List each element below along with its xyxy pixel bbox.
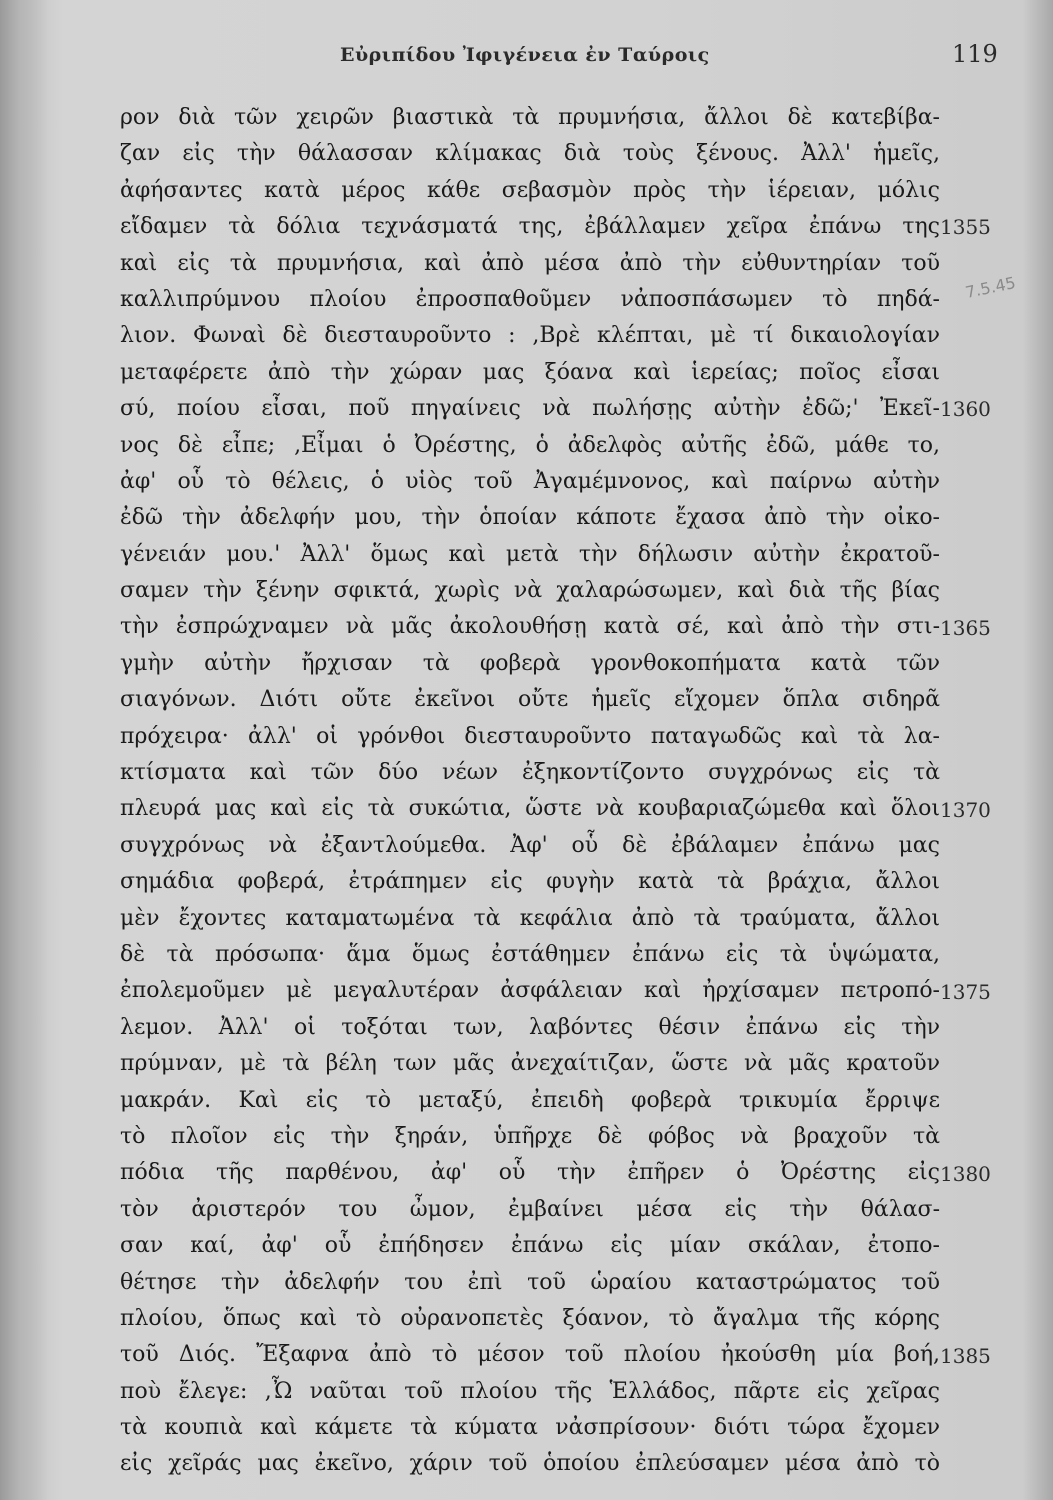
page-number: 119 xyxy=(952,40,998,68)
text-line: γμὴν αὐτὴν ἤρχισαν τὰ φοβερὰ γρονθοκοπήματα κατὰ τῶν xyxy=(120,650,940,676)
text-line: πρόχειρα· ἀλλ' οἱ γρόνθοι διεσταυροῦντο παταγωδῶς καὶ τὰ λα- xyxy=(120,723,940,749)
text-line: σημάδια φοβερά, ἐτράπημεν εἰς φυγὴν κατὰ τὰ βράχια, ἄλλοι xyxy=(120,869,940,895)
verse-number: 1360 xyxy=(940,397,991,422)
verse-number: 1385 xyxy=(940,1343,991,1368)
running-title: Εὐριπίδου Ἰφιγένεια ἐν Ταύροις xyxy=(340,44,710,66)
page-edge-shadow xyxy=(1023,0,1053,1500)
verse-number: 1370 xyxy=(940,797,991,822)
text-line: πόδια τῆς παρθένου, ἀφ' οὗ τὴν ἐπῆρεν ὁ Ὀρέστης εἰς xyxy=(120,1160,940,1186)
text-line: ἐπολεμοῦμεν μὲ μεγαλυτέραν ἀσφάλειαν καὶ ἠρχίσαμεν πετροπό- xyxy=(120,978,940,1004)
text-line: σαμεν τὴν ξένην σφικτά, χωρὶς νὰ χαλαρώσωμεν, καὶ διὰ τῆς βίας xyxy=(120,578,940,604)
text-line: σαν καί, ἀφ' οὗ ἐπήδησεν ἐπάνω εἰς μίαν σκάλαν, ἐτοπο- xyxy=(120,1233,940,1259)
text-line: μὲν ἔχοντες καταματωμένα τὰ κεφάλια ἀπὸ τὰ τραύματα, ἄλλοι xyxy=(120,905,940,931)
text-line: συγχρόνως νὰ ἐξαντλούμεθα. Ἀφ' οὗ δὲ ἐβάλαμεν ἐπάνω μας xyxy=(120,832,940,858)
text-line: ζαν εἰς τὴν θάλασσαν κλίμακας διὰ τοὺς ξένους. Ἀλλ' ἡμεῖς, xyxy=(120,141,940,167)
text-line: ἐδῶ τὴν ἀδελφήν μου, τὴν ὁποίαν κάποτε ἔχασα ἀπὸ τὴν οἰκο- xyxy=(120,505,940,531)
text-line: νος δὲ εἶπε; ,Εἶμαι ὁ Ὀρέστης, ὁ ἀδελφὸς αὐτῆς ἐδῶ, μάθε το, xyxy=(120,432,940,458)
text-line: σιαγόνων. Διότι οὔτε ἐκεῖνοι οὔτε ἡμεῖς εἴχομεν ὅπλα σιδηρᾶ xyxy=(120,687,940,713)
text-line: τὸ πλοῖον εἰς τὴν ξηράν, ὑπῆρχε δὲ φόβος νὰ βραχοῦν τὰ xyxy=(120,1123,940,1149)
verse-number: 1355 xyxy=(940,215,991,240)
text-line: γένειάν μου.' Ἀλλ' ὅμως καὶ μετὰ τὴν δήλωσιν αὐτὴν ἐκρατοῦ- xyxy=(120,541,940,567)
text-line: πρύμναν, μὲ τὰ βέλη των μᾶς ἀνεχαίτιζαν, ὥστε νὰ μᾶς κρατοῦν xyxy=(120,1051,940,1077)
text-line: σύ, ποίου εἶσαι, ποῦ πηγαίνεις νὰ πωλήσῃς αὐτὴν ἐδῶ;' Ἐκεῖ- xyxy=(120,396,940,422)
pencil-margin-note: 7.5.45 xyxy=(963,272,1018,303)
text-line: θέτησε τὴν ἀδελφήν του ἐπὶ τοῦ ὡραίου καταστρώματος τοῦ xyxy=(120,1269,940,1295)
body-text xyxy=(120,100,940,1483)
text-line: τοῦ Διός. Ἔξαφνα ἀπὸ τὸ μέσον τοῦ πλοίου ἠκούσθη μία βοή, xyxy=(120,1342,940,1368)
text-line: καὶ εἰς τὰ πρυμνήσια, καὶ ἀπὸ μέσα ἀπὸ τὴν εὐθυντηρίαν τοῦ xyxy=(120,250,940,276)
text-line: ἀφήσαντες κατὰ μέρος κάθε σεβασμὸν πρὸς τὴν ἱέρειαν, μόλις xyxy=(120,177,940,203)
verse-number: 1375 xyxy=(940,979,991,1004)
text-line: εἴδαμεν τὰ δόλια τεχνάσματά της, ἐβάλλαμεν χεῖρα ἐπάνω της xyxy=(120,214,940,240)
text-line: καλλιπρύμνου πλοίου ἐπροσπαθοῦμεν νἀποσπάσωμεν τὸ πηδά- xyxy=(120,286,940,312)
text-line: ρον διὰ τῶν χειρῶν βιαστικὰ τὰ πρυμνήσια, ἄλλοι δὲ κατεβίβα- xyxy=(120,105,940,130)
text-line: ἀφ' οὗ τὸ θέλεις, ὁ υἱὸς τοῦ Ἀγαμέμνονος, καὶ παίρνω αὐτὴν xyxy=(120,468,940,494)
page-gutter-shadow xyxy=(0,0,48,1500)
text-line: δὲ τὰ πρόσωπα· ἅμα ὅμως ἐστάθημεν ἐπάνω εἰς τὰ ὑψώματα, xyxy=(120,941,940,967)
verse-number: 1380 xyxy=(940,1161,991,1186)
text-line: λιον. Φωναὶ δὲ διεσταυροῦντο : ,Βρὲ κλέπται, μὲ τί δικαιολογίαν xyxy=(120,323,940,349)
text-line: πλοίου, ὅπως καὶ τὸ οὐρανοπετὲς ξόανον, τὸ ἄγαλμα τῆς κόρης xyxy=(120,1305,940,1331)
text-line: κτίσματα καὶ τῶν δύο νέων ἐξηκοντίζοντο συγχρόνως εἰς τὰ xyxy=(120,760,940,786)
text-line: εἰς χεῖράς μας ἐκεῖνο, χάριν τοῦ ὁποίου ἐπλεύσαμεν μέσα ἀπὸ τὸ xyxy=(120,1451,940,1477)
page-header xyxy=(0,36,1053,76)
text-line: ποὺ ἔλεγε: ,Ὦ ναῦται τοῦ πλοίου τῆς Ἑλλάδος, πᾶρτε εἰς χεῖρας xyxy=(120,1378,940,1404)
text-line: τὰ κουπιὰ καὶ κάμετε τὰ κύματα νἀσπρίσουν· διότι τώρα ἔχομεν xyxy=(120,1415,940,1441)
text-line: μακράν. Καὶ εἰς τὸ μεταξύ, ἐπειδὴ φοβερὰ τρικυμία ἔρριψε xyxy=(120,1087,940,1113)
text-line: πλευρά μας καὶ εἰς τὰ συκώτια, ὥστε νὰ κουβαριαζώμεθα καὶ ὅλοι xyxy=(120,796,940,822)
verse-number: 1365 xyxy=(940,615,991,640)
text-line: τὸν ἀριστερόν του ὦμον, ἐμβαίνει μέσα εἰς τὴν θάλασ- xyxy=(120,1196,940,1222)
text-line: λεμον. Ἀλλ' οἱ τοξόται των, λαβόντες θέσιν ἐπάνω εἰς τὴν xyxy=(120,1014,940,1040)
text-line: μεταφέρετε ἀπὸ τὴν χώραν μας ξόανα καὶ ἱερείας; ποῖος εἶσαι xyxy=(120,359,940,385)
text-line: τὴν ἐσπρώχναμεν νὰ μᾶς ἀκολουθήσῃ κατὰ σέ, καὶ ἀπὸ τὴν στι- xyxy=(120,614,940,640)
